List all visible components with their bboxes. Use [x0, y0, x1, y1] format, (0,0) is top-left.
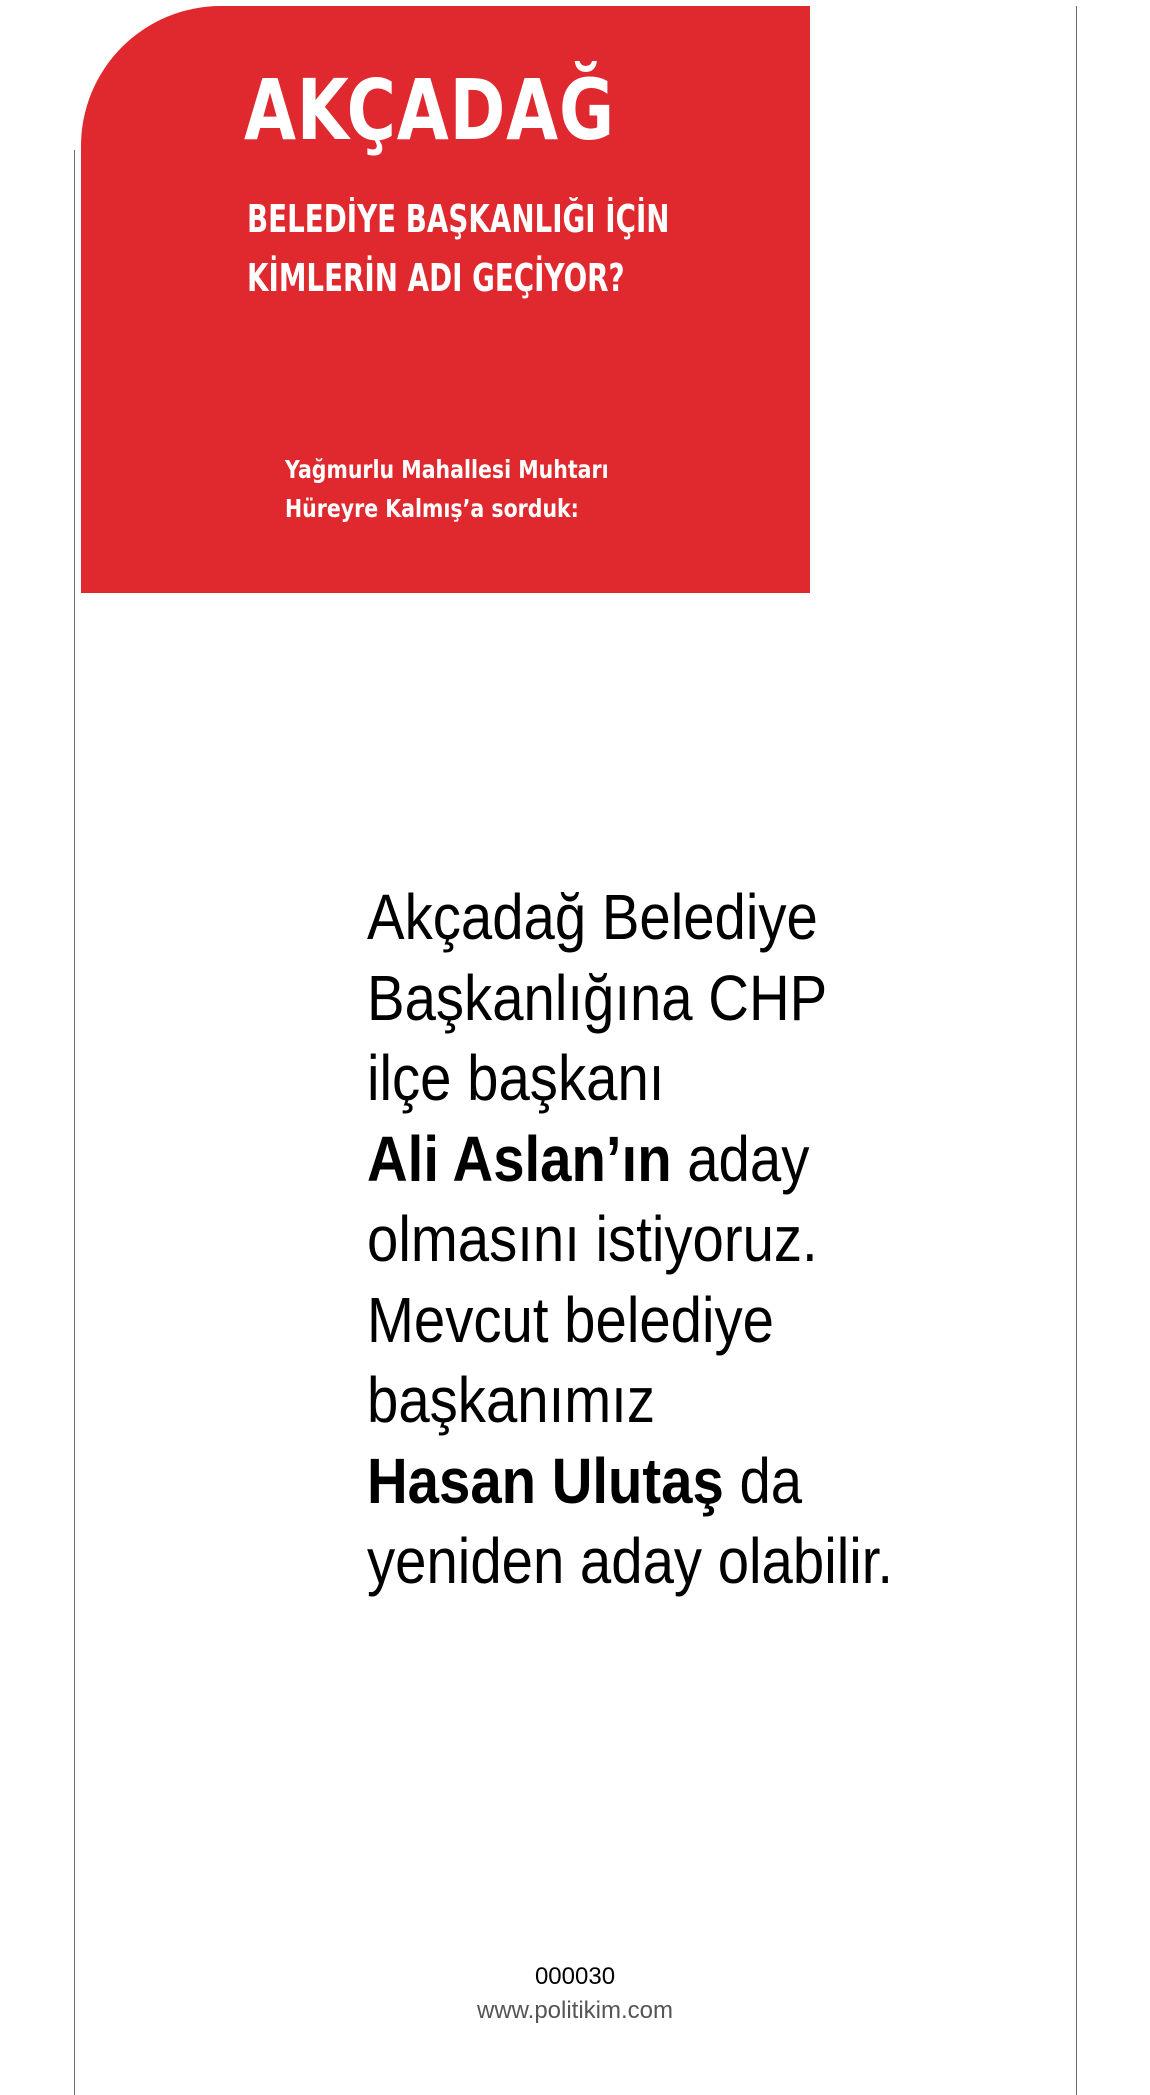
left-border-line [74, 150, 75, 2095]
quote-name-hasan-ulutas: Hasan Ulutaş [367, 1444, 724, 1517]
quote-line-7: başkanımız [367, 1364, 655, 1436]
intro-line-2: Hüreyre Kalmış’a sorduk: [285, 494, 579, 523]
quote-line-8-rest: da [723, 1444, 803, 1517]
quote-line-8 [367, 1441, 893, 1522]
interview-intro [285, 450, 609, 528]
quote-line-3: ilçe başkanı [367, 1042, 665, 1114]
interview-quote [367, 877, 893, 1602]
page-title: AKÇADAĞ [244, 61, 615, 159]
quote-line-1: Akçadağ Belediye [367, 881, 818, 953]
quote-line-9: yeniden aday olabilir. [367, 1525, 894, 1597]
subtitle-line-1: BELEDİYE BAŞKANLIĞI İÇİN [247, 197, 670, 241]
quote-line-5: olmasını istiyoruz. [367, 1203, 818, 1275]
right-border-line [1076, 6, 1077, 2095]
intro-line-1: Yağmurlu Mahallesi Muhtarı [285, 455, 609, 484]
quote-line-2: Başkanlığına CHP [367, 961, 828, 1034]
quote-line-6: Mevcut belediye [367, 1283, 774, 1356]
subtitle-line-2: KİMLERİN ADI GEÇİYOR? [247, 256, 625, 301]
footer-page-code: 000030 [534, 1963, 616, 1990]
quote-line-4-rest: aday [671, 1122, 810, 1195]
page-subtitle [247, 190, 669, 309]
quote-line-4 [367, 1119, 893, 1200]
quote-name-ali-aslan: Ali Aslan’ın [367, 1122, 672, 1195]
footer-website: www.politikim.com [476, 1997, 674, 2024]
